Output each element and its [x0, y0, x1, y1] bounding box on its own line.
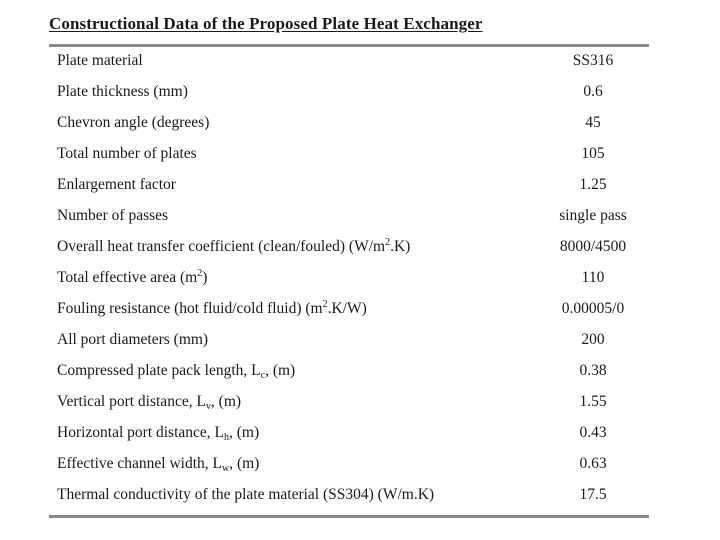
table-row — [49, 140, 649, 171]
row-value: 1.55 — [579, 393, 607, 410]
label-text: Horizontal port distance, L — [57, 424, 225, 441]
label-subscript: h — [224, 432, 230, 443]
label-subscript: c — [260, 370, 266, 381]
label-text: Effective channel width, L — [57, 455, 222, 472]
constructional-data-table — [49, 47, 649, 512]
row-value: 0.63 — [579, 455, 607, 472]
table-row — [49, 202, 649, 233]
row-value: 0.43 — [579, 424, 607, 441]
row-label: Chevron angle (degrees) — [57, 114, 210, 131]
table-row — [49, 326, 649, 357]
label-text: , (m) — [265, 362, 296, 379]
table-row — [49, 264, 649, 295]
row-value: SS316 — [572, 52, 614, 69]
label-subscript: w — [221, 463, 230, 474]
row-label: Number of passes — [57, 207, 169, 224]
row-label: Plate thickness (mm) — [57, 83, 188, 100]
bottom-rule — [49, 515, 649, 518]
table-row — [49, 419, 649, 450]
label-superscript: 2 — [385, 237, 391, 248]
label-text: Fouling resistance (hot fluid/cold fluid) (m — [57, 300, 323, 317]
row-value: 45 — [585, 114, 601, 131]
table-row — [49, 450, 649, 481]
row-value: single pass — [559, 207, 627, 224]
label-text: Total effective area (m — [57, 269, 198, 286]
row-value: 8000/4500 — [559, 238, 627, 255]
row-label — [57, 238, 410, 256]
row-label — [57, 300, 367, 318]
row-value: 105 — [581, 145, 605, 162]
table-title: Constructional Data of the Proposed Plate Heat Exchanger — [49, 14, 483, 33]
table-row — [49, 109, 649, 140]
row-label: Plate material — [57, 52, 143, 69]
row-label — [57, 269, 207, 287]
label-text: Compressed plate pack length, L — [57, 362, 261, 379]
label-subscript: v — [205, 401, 211, 412]
row-label: Total number of plates — [57, 145, 197, 162]
row-value: 0.6 — [583, 83, 603, 100]
row-value: 110 — [581, 269, 605, 286]
row-label — [57, 393, 241, 411]
row-value: 1.25 — [579, 176, 607, 193]
table-row — [49, 388, 649, 419]
label-text: Vertical port distance, L — [57, 393, 206, 410]
row-label — [57, 362, 295, 380]
table-row — [49, 481, 649, 512]
table-row — [49, 78, 649, 109]
label-text: .K/W) — [327, 300, 367, 317]
row-label — [57, 424, 259, 442]
label-text: .K) — [390, 238, 411, 255]
label-text: ) — [202, 269, 208, 286]
label-text: Overall heat transfer coefficient (clean/fouled) (W/m — [57, 238, 386, 255]
table-row — [49, 47, 649, 78]
row-label: Thermal conductivity of the plate material (SS304) (W/m.K) — [57, 486, 435, 503]
row-label: Enlargement factor — [57, 176, 176, 193]
label-superscript: 2 — [322, 299, 328, 310]
row-value: 0.38 — [579, 362, 607, 379]
table-row — [49, 171, 649, 202]
label-text: , (m) — [210, 393, 242, 410]
label-text: , (m) — [229, 455, 260, 472]
label-text: , (m) — [229, 424, 260, 441]
row-value: 0.00005/0 — [561, 300, 625, 317]
table-row — [49, 357, 649, 388]
row-value: 200 — [581, 331, 605, 348]
label-superscript: 2 — [197, 268, 203, 279]
table-row — [49, 233, 649, 264]
row-label: All port diameters (mm) — [57, 331, 209, 348]
row-value: 17.5 — [579, 486, 607, 503]
row-label — [57, 455, 259, 473]
table-row — [49, 295, 649, 326]
